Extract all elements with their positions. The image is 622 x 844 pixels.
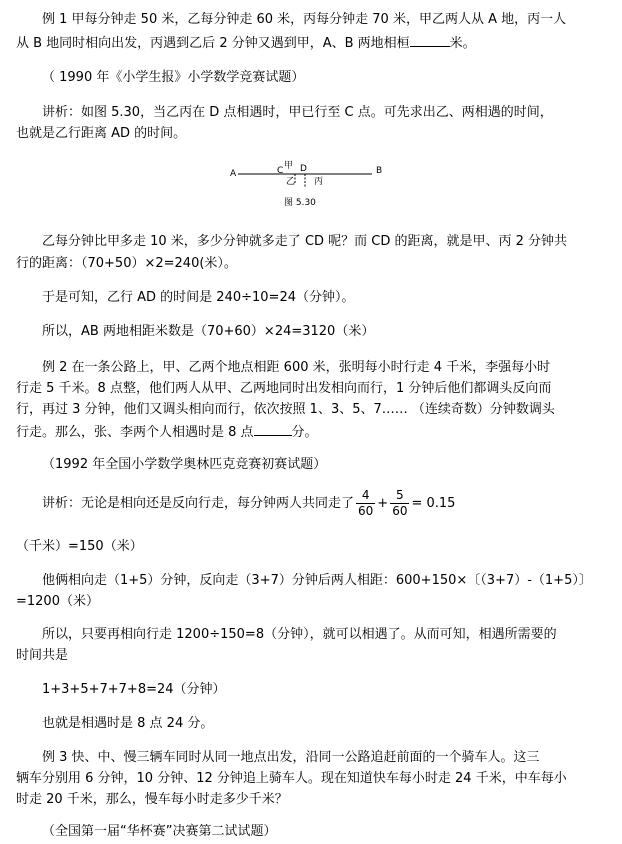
example1-line2 bbox=[16, 34, 476, 52]
example2-step2-line1: 所以，只要再相向行走 1200÷150=8（分钟），就可以相遇了。从而可知，相遇所需要的 bbox=[42, 627, 557, 642]
example1-step2: 于是可知，乙行 AD 的时间是 240÷10=24（分钟）。 bbox=[42, 290, 355, 305]
fraction-denominator: 60 bbox=[358, 504, 374, 518]
example2-analysis-text: 讲析：无论是相向还是反向行走，每分钟两人共同走了 bbox=[42, 496, 355, 511]
example3-source: （全国第一届“华杯赛”决赛第二试试题） bbox=[42, 824, 277, 839]
fraction-numerator: 5 bbox=[390, 488, 409, 504]
figure-5-30 bbox=[226, 158, 396, 214]
example2-step1-line2: =1200（米） bbox=[16, 594, 99, 609]
figure-label-jia: 甲 bbox=[284, 161, 294, 171]
example1-line2-text: 从 B 地同时相向出发，丙遇到乙后 2 分钟又遇到甲，A、B 两地相桓 bbox=[16, 36, 410, 51]
answer-blank bbox=[410, 34, 450, 47]
example1-step1-line2: 行的距离：（70+50）×2=240(米）。 bbox=[16, 256, 237, 271]
example3-line1: 例 3 快、中、慢三辆车同时从同一地点出发，沿同一公路追赶前面的一个骑车人。这三 bbox=[42, 750, 540, 765]
example2-line2: 行走 5 千米。8 点整，他们两人从甲、乙两地同时出发相向而行，1 分钟后他们都调头反向而 bbox=[16, 381, 552, 396]
example2-line3: 行，再过 3 分钟，他们又调头相向而行，依次按照 1、3、5、7…… （连续奇数）分钟数调头 bbox=[16, 402, 555, 417]
example2-step2-line2: 时间共是 bbox=[16, 648, 69, 663]
figure-label-bing: 丙 bbox=[314, 177, 324, 187]
figure-label-yi: 乙 bbox=[286, 177, 296, 187]
example2-line4-text: 行走。那么，张、李两个人相遇时是 8 点 bbox=[16, 425, 254, 440]
figure-caption: 图 5.30 bbox=[284, 198, 316, 208]
example2-step3: 1+3+5+7+7+8=24（分钟） bbox=[42, 682, 226, 697]
fraction-5-60 bbox=[390, 488, 409, 519]
example1-step1-line1: 乙每分钟比甲多走 10 米，多少分钟就多走了 CD 呢？而 CD 的距离，就是甲、丙 2 分钟共 bbox=[42, 234, 568, 249]
example2-unit-line: （千米）=150（米） bbox=[16, 539, 143, 554]
example2-line1: 例 2 在一条公路上，甲、乙两个地点相距 600 米，张明每小时行走 4 千米，李强每小时 bbox=[42, 360, 551, 375]
example2-analysis bbox=[42, 487, 455, 521]
plus-sign: + bbox=[377, 496, 389, 511]
example3-line2: 辆车分别用 6 分钟，10 分钟、12 分钟追上骑车人。现在知道快车每小时走 24 千米，中车每小 bbox=[16, 771, 567, 786]
example1-step3: 所以，AB 两地相距米数是（70+60）×24=3120（米） bbox=[42, 324, 375, 339]
fraction-4-60 bbox=[356, 488, 375, 519]
example3-line3: 时走 20 千米，那么，慢车每小时走多少千米？ bbox=[16, 792, 288, 807]
figure-label-a: A bbox=[230, 169, 237, 179]
answer-blank bbox=[254, 423, 292, 436]
fraction-numerator: 4 bbox=[356, 488, 375, 504]
example2-line4-suffix: 分。 bbox=[291, 425, 318, 440]
example1-line2-suffix: 米。 bbox=[449, 36, 476, 51]
example2-source: （1992 年全国小学数学奥林匹克竞赛初赛试题） bbox=[42, 457, 327, 472]
example1-source: （ 1990 年《小学生报》小学数学竞赛试题） bbox=[42, 70, 305, 85]
example2-step4: 也就是相遇时是 8 点 24 分。 bbox=[42, 716, 214, 731]
analysis-result: = 0.15 bbox=[411, 496, 456, 511]
example1-analysis-line2: 也就是乙行距离 AD 的时间。 bbox=[16, 126, 187, 141]
figure-label-c: C bbox=[277, 166, 284, 176]
example1-analysis-line1: 讲析：如图 5.30，当乙丙在 D 点相遇时，甲已行至 C 点。可先求出乙、两相遇的时间， bbox=[42, 105, 553, 120]
figure-label-b: B bbox=[376, 166, 383, 176]
figure-label-d: D bbox=[300, 164, 307, 174]
fraction-denominator: 60 bbox=[392, 504, 408, 518]
example2-line4 bbox=[16, 423, 318, 441]
example2-step1-line1: 他俩相向走（1+5）分钟，反向走（3+7）分钟后两人相距：600+150×〔（3+7）-（1+5）〕 bbox=[42, 573, 592, 588]
example1-line1: 例 1 甲每分钟走 50 米，乙每分钟走 60 米，丙每分钟走 70 米，甲乙两人从 A 地，丙一人 bbox=[42, 12, 567, 27]
